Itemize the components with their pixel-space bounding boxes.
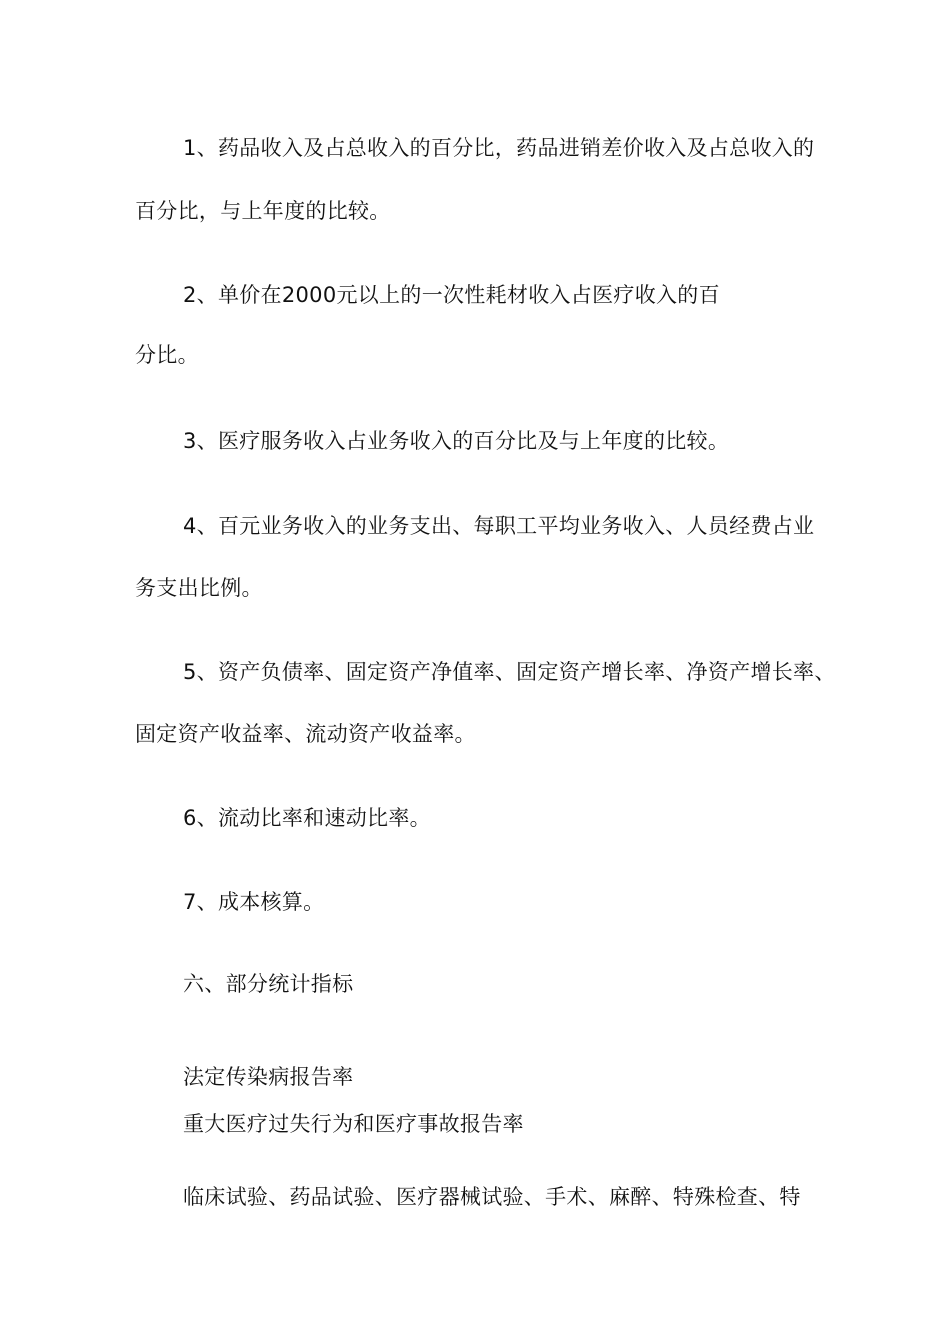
item-5-line-2: 固定资产收益率、流动资产收益率。	[135, 722, 476, 746]
section-heading: 六、部分统计指标	[183, 972, 354, 996]
item-2-line-1: 2、单价在2000元以上的一次性耗材收入占医疗收入的百	[183, 283, 720, 307]
item-4-line-2: 务支出比例。	[135, 576, 263, 600]
indicator-3-line-1: 临床试验、药品试验、医疗器械试验、手术、麻醉、特殊检查、特	[183, 1185, 801, 1209]
indicator-2: 重大医疗过失行为和医疗事故报告率	[183, 1112, 524, 1136]
item-7-line-1: 7、成本核算。	[183, 890, 325, 914]
item-4-line-1: 4、百元业务收入的业务支出、每职工平均业务收入、人员经费占业	[183, 514, 815, 538]
indicator-1: 法定传染病报告率	[183, 1065, 354, 1089]
item-1-line-1: 1、药品收入及占总收入的百分比，药品进销差价收入及占总收入的	[183, 136, 815, 160]
item-1-line-2: 百分比，与上年度的比较。	[135, 199, 391, 223]
item-6-line-1: 6、流动比率和速动比率。	[183, 806, 431, 830]
item-5-line-1: 5、资产负债率、固定资产净值率、固定资产增长率、净资产增长率、	[183, 660, 836, 684]
item-2-line-2: 分比。	[135, 343, 199, 367]
item-3-line-1: 3、医疗服务收入占业务收入的百分比及与上年度的比较。	[183, 429, 730, 453]
